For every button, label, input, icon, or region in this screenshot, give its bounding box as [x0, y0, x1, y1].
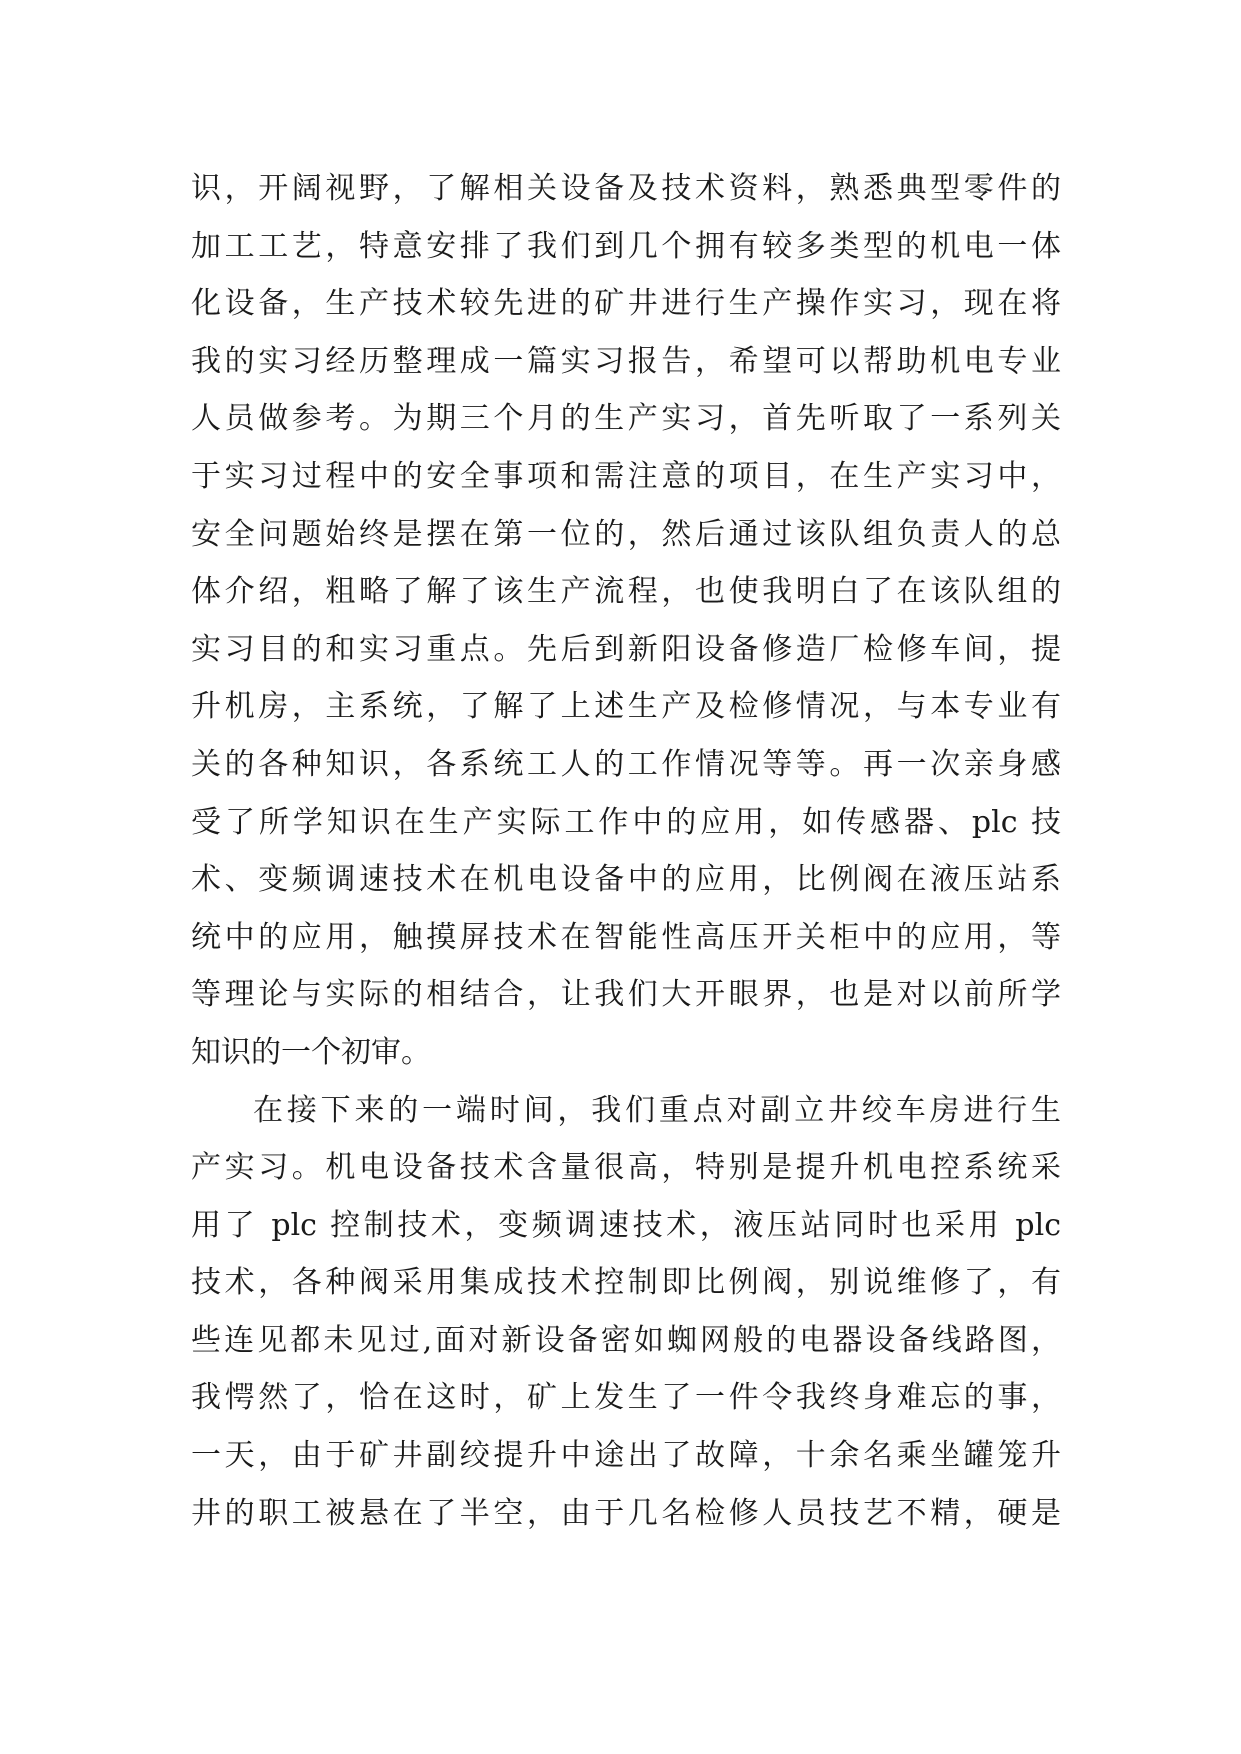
text-line: 实习目的和实习重点。先后到新阳设备修造厂检修车间，提 [191, 631, 1061, 667]
text-line: 我的实习经历整理成一篇实习报告，希望可以帮助机电专业 [191, 343, 1061, 379]
text-line: 安全问题始终是摆在第一位的，然后通过该队组负责人的总 [191, 516, 1061, 552]
paragraph-first-line: 在接下来的一端时间，我们重点对副立井绞车房进行生 [253, 1092, 1061, 1128]
text-line: 统中的应用，触摸屏技术在智能性高压开关柜中的应用，等 [191, 919, 1061, 955]
text-line: 化设备，生产技术较先进的矿井进行生产操作实习，现在将 [191, 286, 1061, 322]
text-line: 技术，各种阀采用集成技术控制即比例阀，别说维修了，有 [191, 1265, 1061, 1301]
text-line: 加工工艺，特意安排了我们到几个拥有较多类型的机电一体 [191, 228, 1061, 264]
text-line: 识，开阔视野，了解相关设备及技术资料，熟悉典型零件的 [191, 171, 1061, 206]
text-line: 于实习过程中的安全事项和需注意的项目，在生产实习中， [191, 458, 1061, 494]
text-line: 术、变频调速技术在机电设备中的应用，比例阀在液压站系 [191, 862, 1061, 898]
text-line: 升机房，主系统，了解了上述生产及检修情况，与本专业有 [191, 689, 1061, 725]
text-line: 知识的一个初审。 [191, 1034, 431, 1070]
text-line: 我愕然了，恰在这时，矿上发生了一件令我终身难忘的事， [191, 1380, 1061, 1416]
text-line: 受了所学知识在生产实际工作中的应用，如传感器、plc 技 [191, 804, 1061, 840]
body-text [191, 160, 1061, 1542]
text-line: 关的各种知识，各系统工人的工作情况等等。再一次亲身感 [191, 746, 1061, 782]
text-line: 些连见都未见过,面对新设备密如蜘网般的电器设备线路图， [191, 1322, 1061, 1358]
text-line: 人员做参考。为期三个月的生产实习，首先听取了一系列关 [191, 401, 1061, 437]
text-line: 用了 plc 控制技术，变频调速技术，液压站同时也采用 plc [191, 1207, 1061, 1243]
text-line: 等理论与实际的相结合，让我们大开眼界，也是对以前所学 [191, 977, 1061, 1013]
text-line: 产实习。机电设备技术含量很高，特别是提升机电控系统采 [191, 1150, 1061, 1186]
text-line: 井的职工被悬在了半空，由于几名检修人员技艺不精，硬是 [191, 1495, 1061, 1531]
text-line: 一天，由于矿井副绞提升中途出了故障，十余名乘坐罐笼升 [191, 1438, 1061, 1474]
text-line: 体介绍，粗略了解了该生产流程，也使我明白了在该队组的 [191, 574, 1061, 610]
